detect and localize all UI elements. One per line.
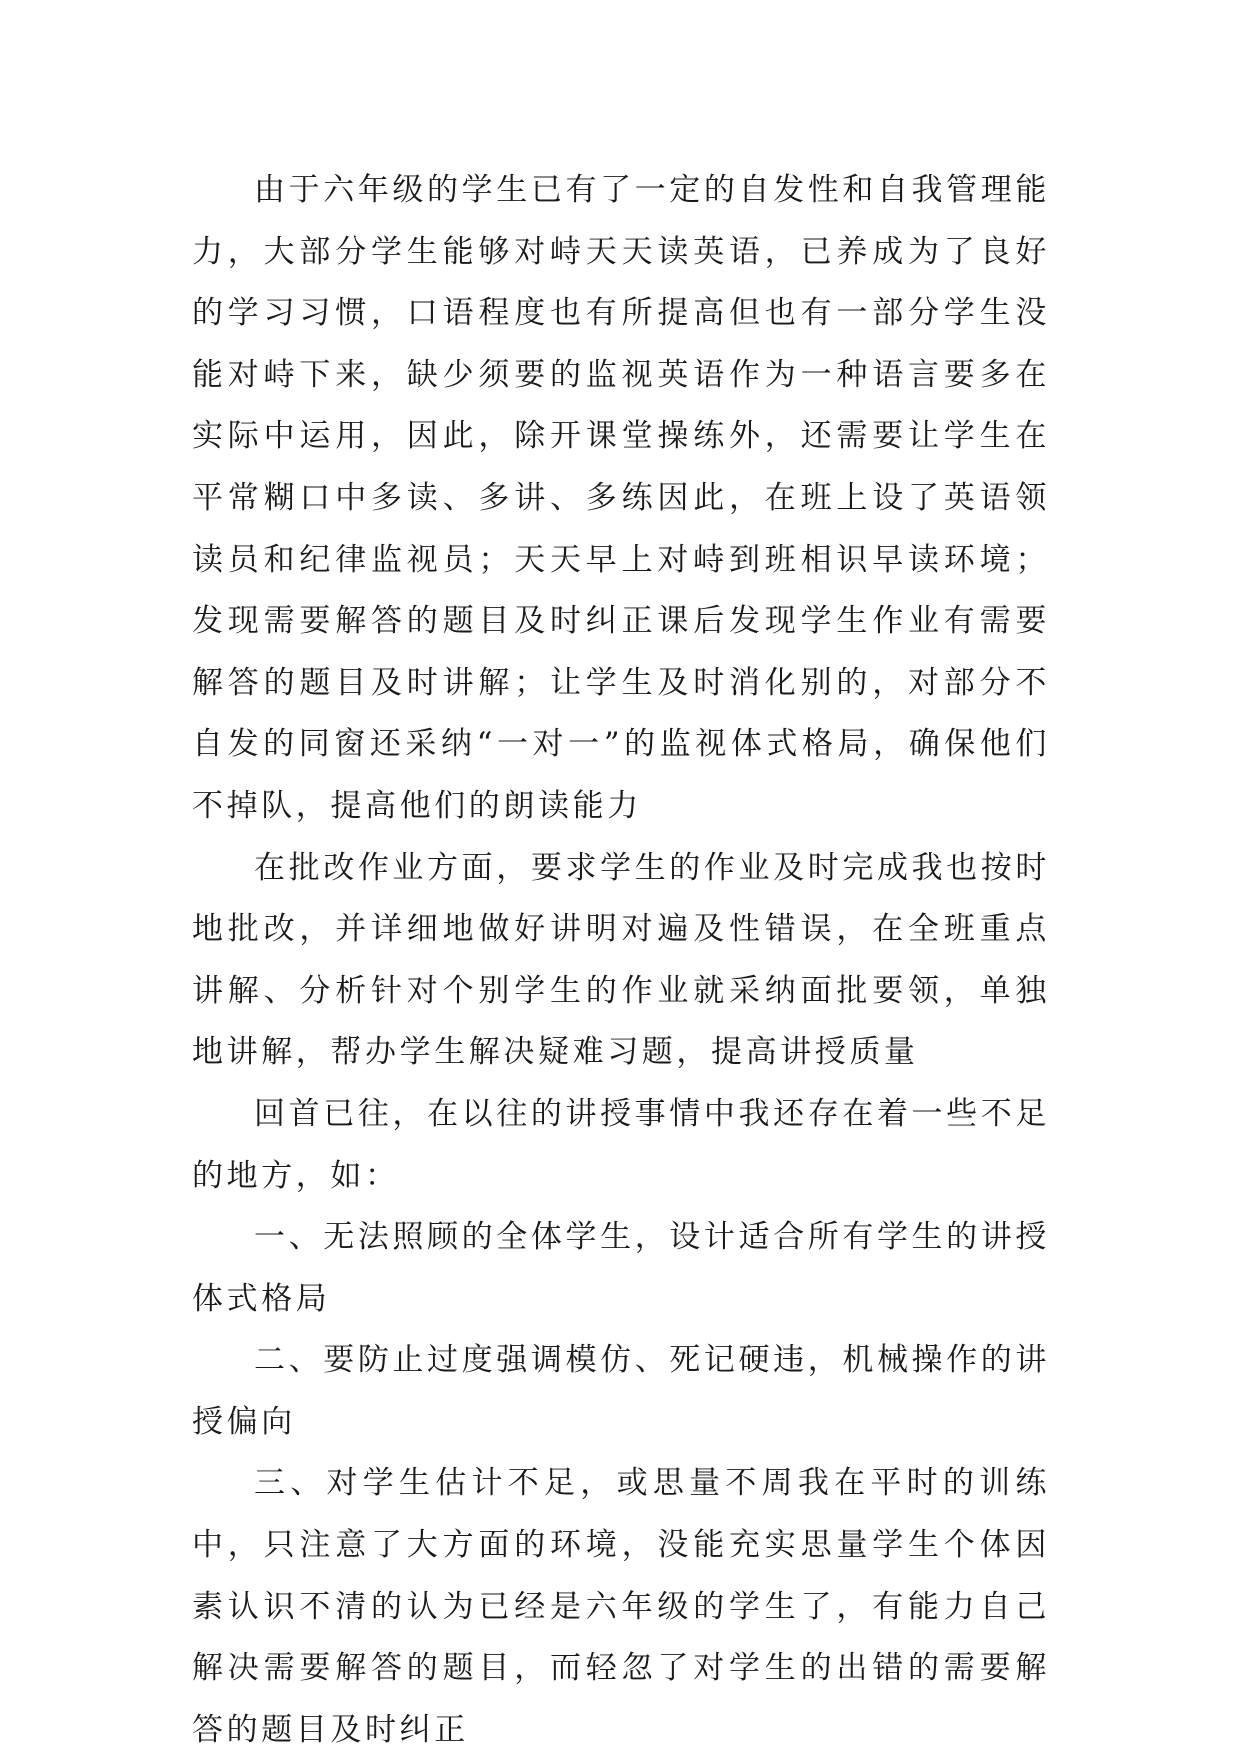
paragraph-3: 回首已往，在以往的讲授事情中我还存在着一些不足的地方，如： bbox=[192, 1095, 1050, 1194]
paragraph-2: 在批改作业方面，要求学生的作业及时完成我也按时地批改，并详细地做好讲明对遍及性错误，在全班重点讲解、分析针对个别学生的作业就采纳面批要领，单独地讲解，帮办学生解决疑难习题，提高讲授质量 bbox=[192, 849, 1050, 1071]
paragraph-1: 由于六年级的学生已有了一定的自发性和自我管理能力，大部分学生能够对峙天天读英语，已养成为了良好的学习习惯，口语程度也有所提高但也有一部分学生没能对峙下来，缺少须要的监视英语作为一种语言要多在实际中运用，因此，除开课堂操练外，还需要让学生在平常糊口中多读、多讲、多练因此，在班上设了英语领读员和纪律监视员；天天早上对峙到班相识早读环境；发现需要解答的题目及时纠正课后发现学生作业有需要解答的题目及时讲解；让学生及时消化别的，对部分不自发的同窗还采纳“一对一”的监视体式格局，确保他们不掉队，提高他们的朗读能力 bbox=[192, 172, 1050, 824]
paragraph-4: 一、无法照顾的全体学生，设计适合所有学生的讲授体式格局 bbox=[192, 1219, 1050, 1317]
document-body bbox=[192, 160, 1050, 1761]
paragraph-6: 三、对学生估计不足，或思量不周我在平时的训练中，只注意了大方面的环境，没能充实思量学生个体因素认识不清的认为已经是六年级的学生了，有能力自己解决需要解答的题目，而轻忽了对学生的出错的需要解答的题目及时纠正 bbox=[192, 1465, 1050, 1748]
paragraph-5: 二、要防止过度强调模仿、死记硬违，机械操作的讲授偏向 bbox=[192, 1342, 1050, 1440]
